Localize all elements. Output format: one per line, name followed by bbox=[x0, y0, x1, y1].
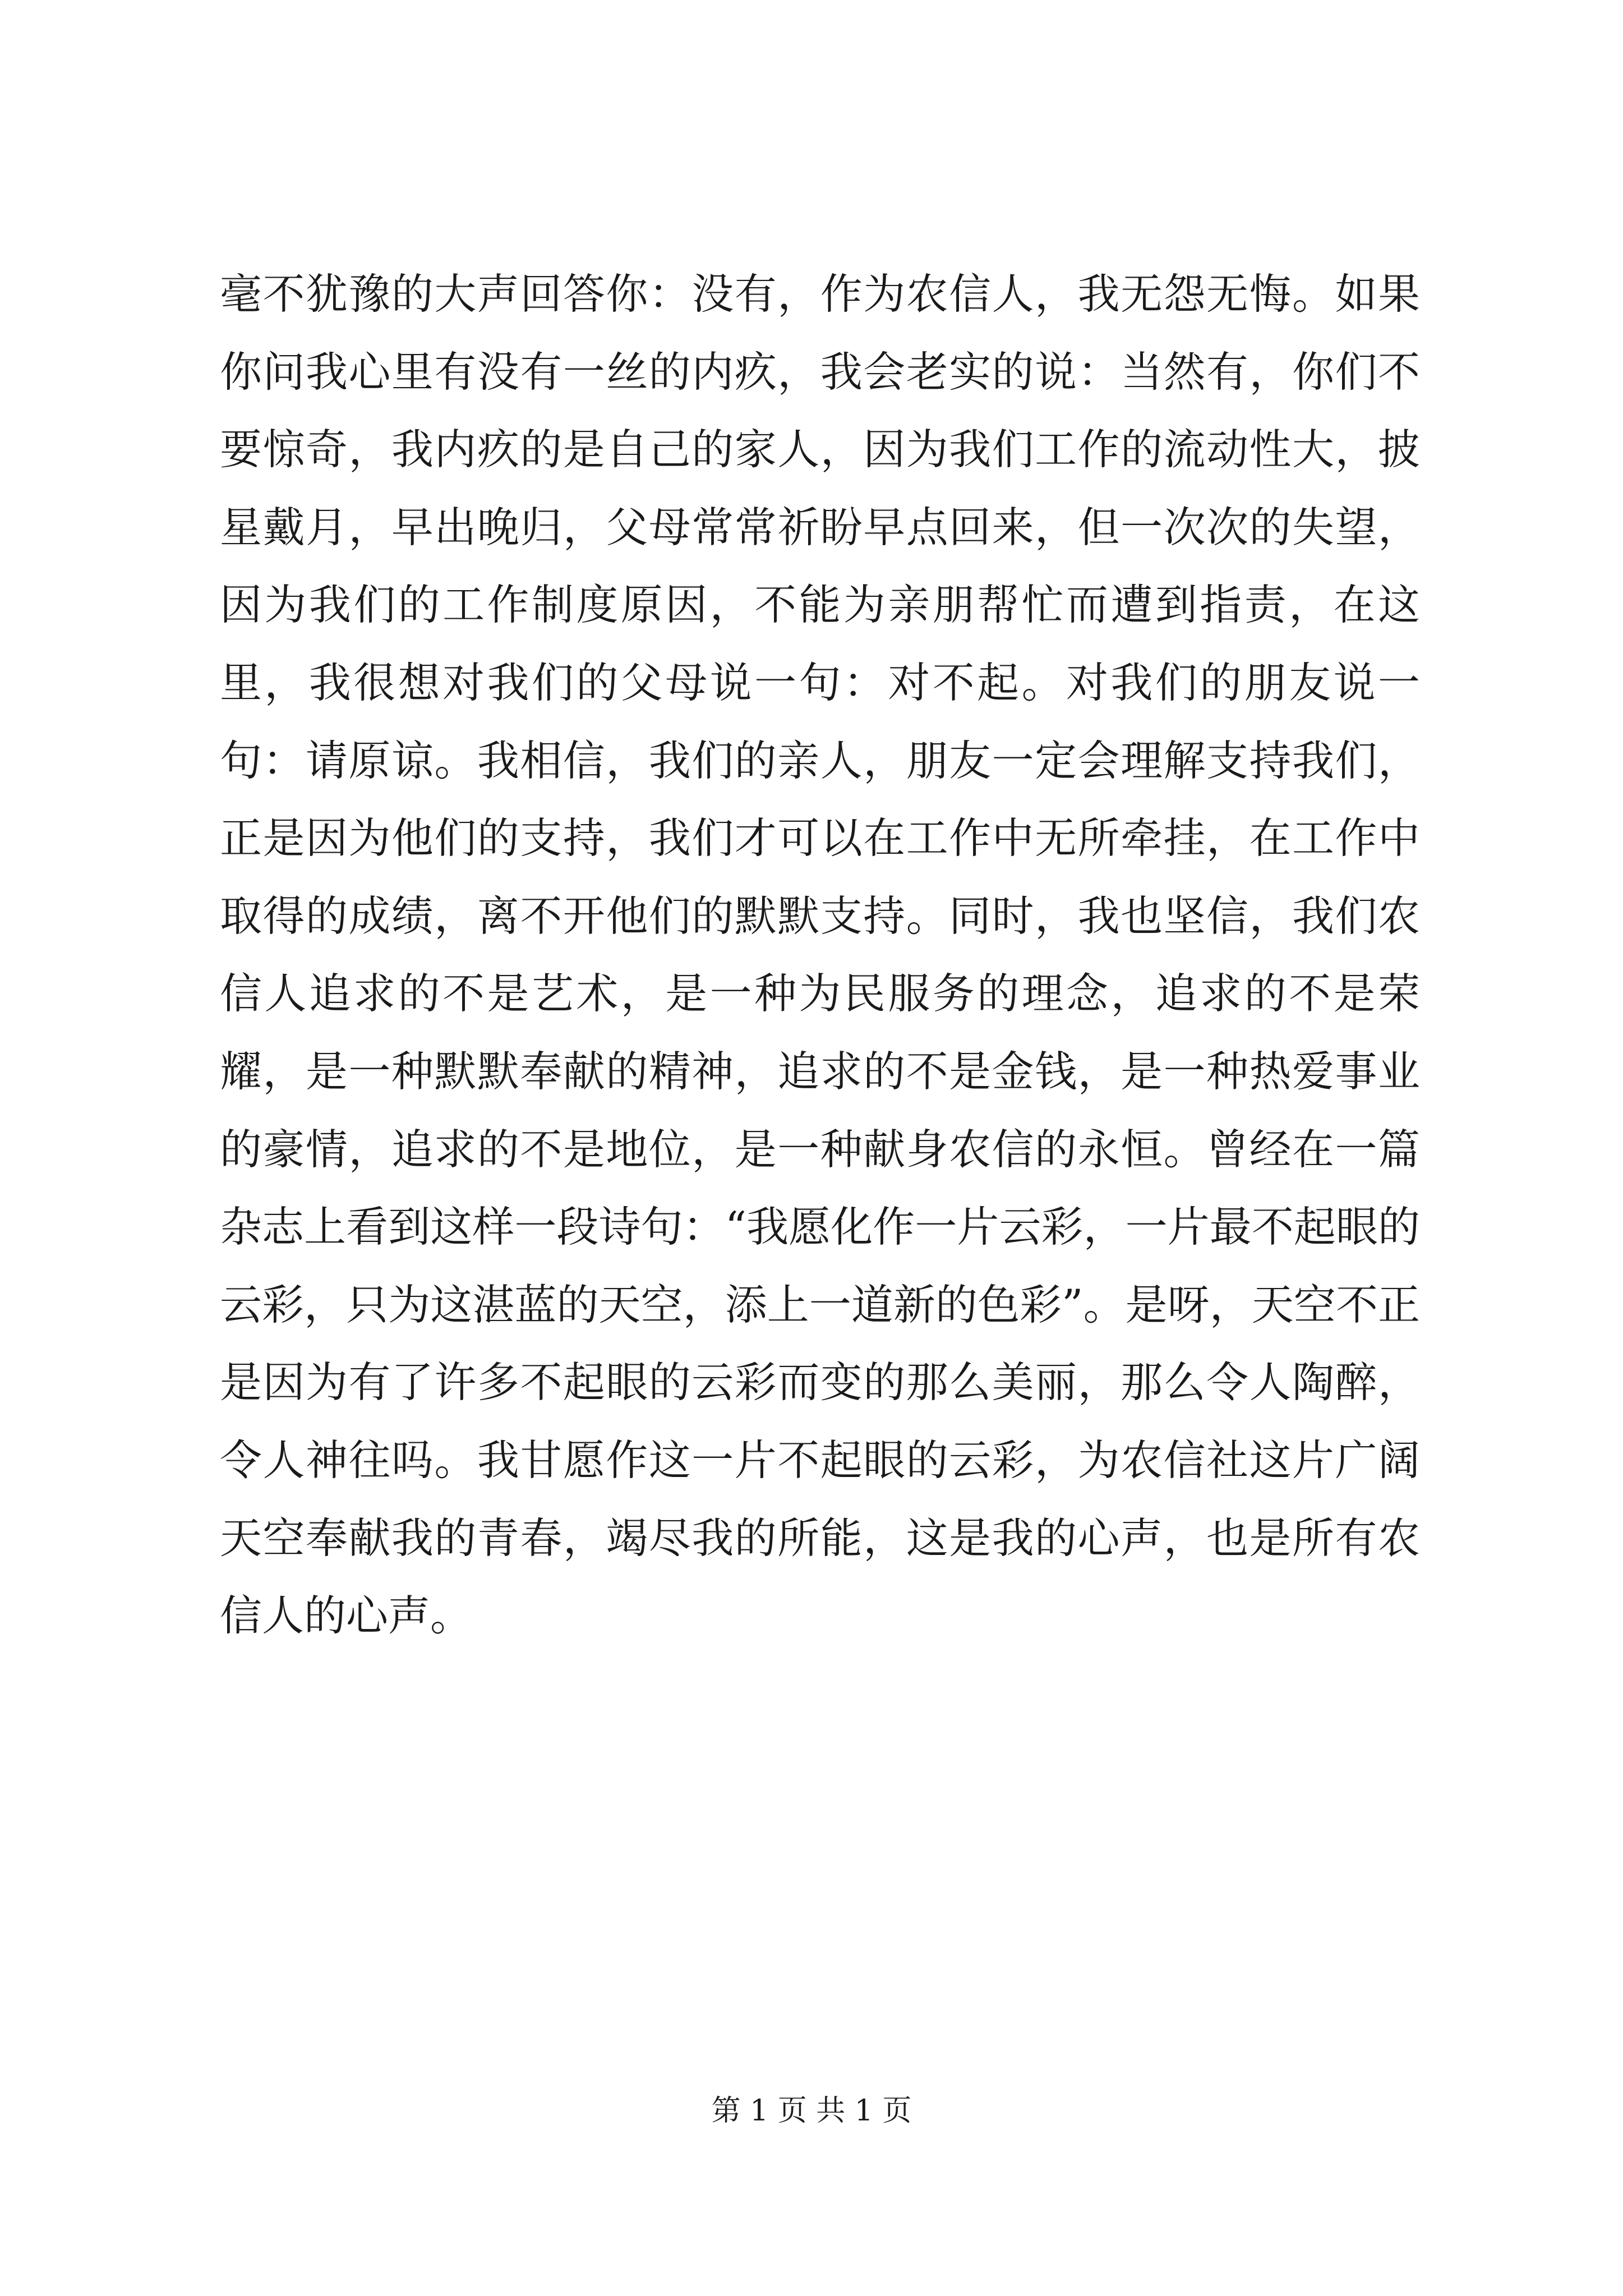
page-footer: 第 1 页 共 1 页 bbox=[711, 2094, 912, 2128]
body-paragraph: 毫不犹豫的大声回答你：没有，作为农信人，我无怨无悔。如果你问我心里有没有一丝的内疚，我会老实的说：当然有，你们不要惊奇，我内疚的是自己的家人，因为我们工作的流动性大，披星戴月，早出晚归，父母常常祈盼早点回来，但一次次的失望，因为我们的工作制度原因，不能为亲朋帮忙而遭到指责，在这里，我很想对我们的父母说一句：对不起。对我们的朋友说一句：请原谅。我相信，我们的亲人，朋友一定会理解支持我们，正是因为他们的支持，我们才可以在工作中无所牵挂，在工作中取得的成绩，离不开他们的默默支持。同时，我也坚信，我们农信人追求的不是艺术，是一种为民服务的理念，追求的不是荣耀，是一种默默奉献的精神，追求的不是金钱，是一种热爱事业的豪情，追求的不是地位，是一种献身农信的永恒。曾经在一篇杂志上看到这样一段诗句：“我愿化作一片云彩，一片最不起眼的云彩，只为这湛蓝的天空，添上一道新的色彩”。是呀，天空不正是因为有了许多不起眼的云彩而变的那么美丽，那么令人陶醉，令人神往吗。我甘愿作这一片不起眼的云彩，为农信社这片广阔天空奉献我的青春，竭尽我的所能，这是我的心声，也是所有农信人的心声。 bbox=[220, 269, 1420, 1641]
